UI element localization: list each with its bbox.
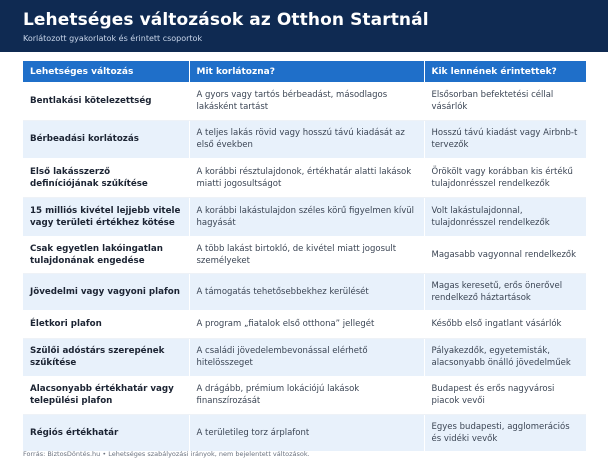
cell-restriction: A program „fiatalok első otthona” jellegét: [189, 310, 424, 338]
cell-change: Bérbeadási korlátozás: [23, 120, 189, 158]
cell-change: Első lakásszerző definíciójának szűkítése: [23, 158, 189, 197]
cell-change: Jövedelmi vagy vagyoni plafon: [23, 273, 189, 310]
cell-affected: Volt lakástulajdonnal, tulajdonrésszel rendelkezők: [424, 197, 586, 236]
source-footnote: Forrás: BiztosDöntés.hu • Lehetséges szabályozási irányok, nem bejelentett változások.: [23, 450, 310, 458]
cell-change: Csak egyetlen lakóingatlan tulajdonának engedése: [23, 236, 189, 273]
cell-restriction: A korábbi résztulajdonok, értékhatár alatti lakások miatti jogosultságot: [189, 158, 424, 197]
cell-affected: Budapest és erős nagyvárosi piacok vevői: [424, 376, 586, 414]
table-row: [23, 236, 586, 273]
table-row: [23, 414, 586, 451]
table-header-row: [23, 61, 586, 82]
cell-restriction: A családi jövedelembevonással elérhető hitelösszeget: [189, 338, 424, 376]
cell-restriction: A területileg torz árplafont: [189, 414, 424, 451]
cell-affected: Magasabb vagyonnal rendelkezők: [424, 236, 586, 273]
table-row: [23, 158, 586, 197]
table-row: [23, 82, 586, 120]
table-row: [23, 197, 586, 236]
table-row: [23, 376, 586, 414]
cell-change: 15 milliós kivétel lejjebb vitele vagy területi értékhez kötése: [23, 197, 189, 236]
column-header-restriction: Mit korlátozna?: [189, 61, 424, 82]
header-banner: [0, 0, 608, 52]
page-subtitle: Korlátozott gyakorlatok és érintett csoportok: [23, 34, 203, 43]
cell-restriction: A gyors vagy tartós bérbeadást, másodlagos lakásként tartást: [189, 82, 424, 120]
cell-restriction: A drágább, prémium lokációjú lakások finanszírozását: [189, 376, 424, 414]
cell-affected: Örökölt vagy korábban kis értékű tulajdonrésszel rendelkezők: [424, 158, 586, 197]
cell-change: Régiós értékhatár: [23, 414, 189, 451]
cell-change: Bentlakási kötelezettség: [23, 82, 189, 120]
cell-affected: Elsősorban befektetési céllal vásárlók: [424, 82, 586, 120]
table-row: [23, 338, 586, 376]
column-header-affected: Kik lennének érintettek?: [424, 61, 586, 82]
cell-affected: Később első ingatlant vásárlók: [424, 310, 586, 338]
cell-restriction: A támogatás tehetősebbekhez kerülését: [189, 273, 424, 310]
cell-affected: Egyes budapesti, agglomerációs és vidéki vevők: [424, 414, 586, 451]
table-row: [23, 120, 586, 158]
table-row: [23, 310, 586, 338]
table-body: [23, 82, 586, 451]
cell-change: Alacsonyabb értékhatár vagy települési plafon: [23, 376, 189, 414]
table-row: [23, 273, 586, 310]
cell-restriction: A több lakást birtokló, de kivétel miatt jogosult személyeket: [189, 236, 424, 273]
page-title: Lehetséges változások az Otthon Startnál: [23, 10, 429, 30]
cell-affected: Pályakezdők, egyetemisták, alacsonyabb önálló jövedelműek: [424, 338, 586, 376]
cell-restriction: A teljes lakás rövid vagy hosszú távú kiadását az első években: [189, 120, 424, 158]
column-header-change: Lehetséges változás: [23, 61, 189, 82]
changes-table: [23, 61, 586, 452]
cell-change: Szülői adóstárs szerepének szűkítése: [23, 338, 189, 376]
cell-affected: Hosszú távú kiadást vagy Airbnb-t tervezők: [424, 120, 586, 158]
cell-restriction: A korábbi lakástulajdon széles körű figyelmen kívül hagyását: [189, 197, 424, 236]
cell-change: Életkori plafon: [23, 310, 189, 338]
cell-affected: Magas keresetű, erős önerővel rendelkező háztartások: [424, 273, 586, 310]
